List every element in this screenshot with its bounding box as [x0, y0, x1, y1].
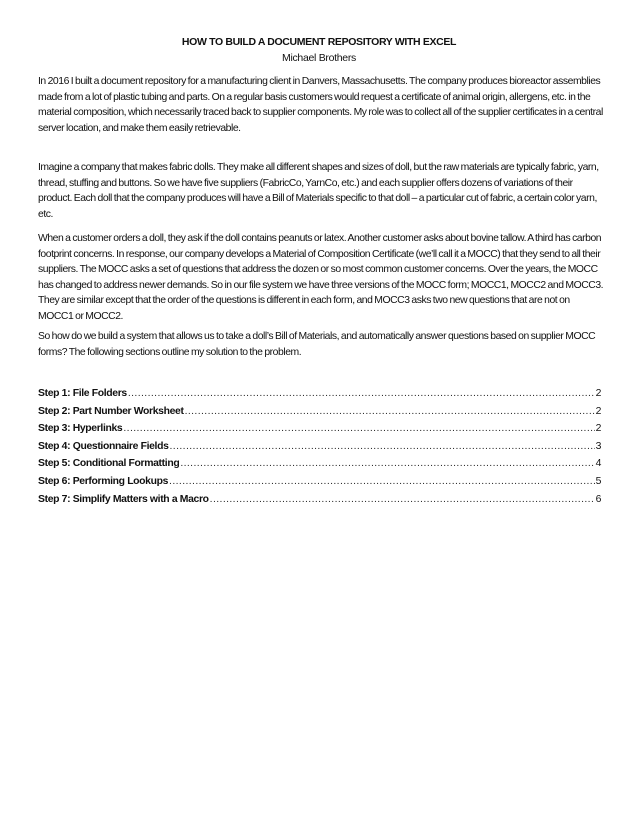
toc-dot-leader	[180, 458, 594, 469]
toc-page-number: 2	[595, 388, 601, 399]
toc-entry-step-2[interactable]	[38, 406, 601, 424]
toc-entry-title: Step 6: Performing Lookups	[38, 475, 169, 487]
toc-page-number: 4	[595, 458, 601, 470]
toc-entry-step-4[interactable]	[38, 441, 601, 459]
toc-page-number: 2	[595, 423, 601, 435]
toc-dot-leader	[210, 494, 595, 505]
intro-paragraph: In 2016 I built a document repository for a manufacturing client in Danvers, Massachusetts. The company produces bioreactor assemblies made from a lot of plastic tubing and parts. On a regular basis customers would request a certificate of animal origin, allergens, etc. in the material composition, which necessarily traced back to supplier components. My role was to collect all of the supplier certificates in a central server location, and make them easily retrievable.	[38, 76, 603, 134]
toc-entry-title: Step 3: Hyperlinks	[38, 423, 123, 435]
document-author: Michael Brothers	[282, 52, 356, 64]
toc-entry-title: Step 7: Simplify Matters with a Macro	[38, 493, 209, 505]
toc-entry-step-1[interactable]	[38, 388, 601, 406]
toc-dot-leader	[185, 406, 595, 417]
toc-dot-leader	[123, 423, 594, 434]
toc-entry-step-3[interactable]	[38, 423, 601, 441]
toc-entry-step-7[interactable]	[38, 494, 601, 512]
example-paragraph: Imagine a company that makes fabric dolls. They make all different shapes and sizes of doll, but the raw materials are typically fabric, yarn, thread, stuffing and buttons. So we have five suppliers (FabricCo, YarnCo, etc.) and each supplier offers dozens of variations of their product. Each doll that the company produces will have a Bill of Materials specific to that doll – a particular cut of fabric, a certain color yarn, etc.	[38, 162, 599, 220]
toc-entry-title: Step 2: Part Number Worksheet	[38, 405, 184, 417]
toc-entry-title: Step 4: Questionnaire Fields	[38, 440, 169, 452]
toc-entry-step-6[interactable]	[38, 476, 601, 494]
toc-page-number: 2	[595, 405, 601, 417]
toc-page-number: 3	[595, 440, 601, 452]
toc-entry-title: Step 5: Conditional Formatting	[38, 458, 180, 470]
document-title: HOW TO BUILD A DOCUMENT REPOSITORY WITH EXCEL	[181, 36, 457, 48]
table-of-contents	[38, 388, 601, 511]
problem-paragraph: When a customer orders a doll, they ask if the doll contains peanuts or latex. Another customer asks about bovine tallow. A third has carbon footprint concerns. In response, our company develops a Material of Composition Certificate (we’ll call it a MOCC) that they send to all their suppliers. The MOCC asks a set of questions that address the dozen or so most common customer concerns. Over the years, the MOCC has changed to address newer demands. So in our file system we have three versions of the MOCC form; MOCC1, MOCC2 and MOCC3. They are similar except that the order of the questions is different in each form, and MOCC3 asks two new questions that are not on MOCC1 or MOCC2.	[38, 233, 604, 322]
toc-page-number: 6	[595, 493, 601, 505]
question-paragraph: So how do we build a system that allows us to take a doll’s Bill of Materials, and automatically answer questions based on supplier MOCC forms? The following sections outline my solution to the problem.	[38, 331, 596, 358]
toc-dot-leader	[169, 476, 595, 487]
toc-entry-step-5[interactable]	[38, 458, 601, 476]
toc-dot-leader	[170, 441, 595, 452]
toc-page-number: 5	[595, 475, 601, 487]
toc-entry-title: Step 1: File Folders	[38, 388, 127, 399]
toc-dot-leader	[128, 388, 595, 399]
